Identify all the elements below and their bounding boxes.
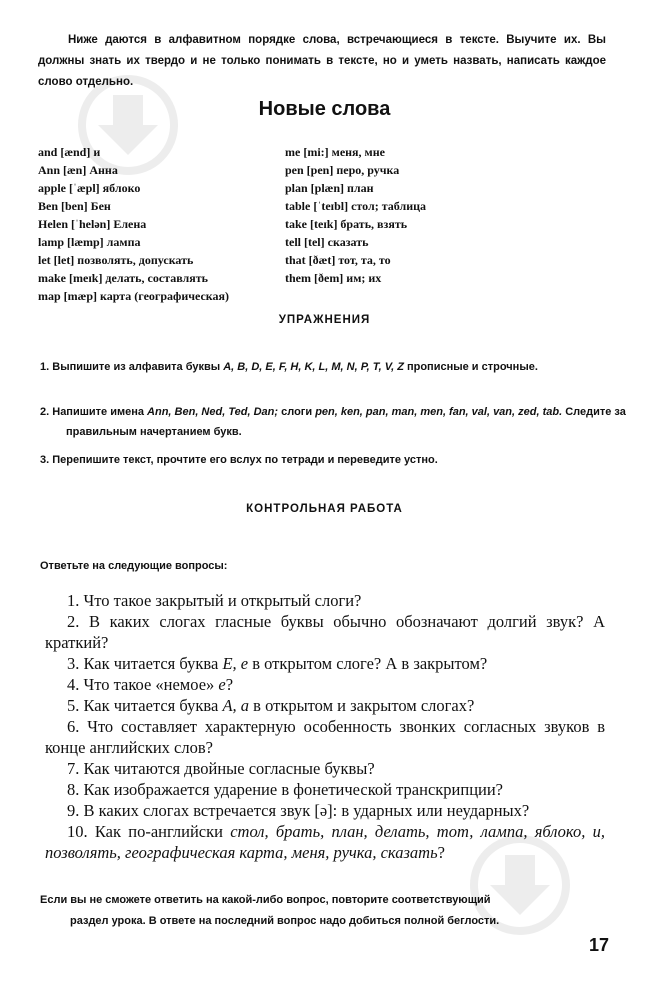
vocab-item: make [meɪk] делать, составлять — [38, 271, 208, 285]
exercise-number: 1. — [40, 361, 50, 373]
question-item: 2. В каких слогах гласные буквы обычно обозначают долгий звук? А краткий? — [45, 612, 605, 652]
vocab-item: me [mi:] меня, мне — [285, 145, 385, 159]
question-text: в открытом и закрытом слогах? — [249, 696, 475, 715]
question-item: 6. Что составляет характерную особенность звонких согласных звуков в конце английских слов? — [45, 717, 605, 757]
question-item — [45, 821, 605, 863]
question-text: 3. Как читается буква — [67, 654, 223, 673]
questions-list — [45, 590, 605, 863]
question-item — [45, 695, 605, 716]
question-item: 7. Как читаются двойные согласные буквы? — [67, 759, 375, 778]
vocab-item: Helen [ˈhelən] Елена — [38, 217, 147, 231]
exercise-text: Следите за правильным начертанием букв. — [66, 406, 626, 438]
vocab-item: pen [pen] перо, ручка — [285, 163, 400, 177]
question-item: 1. Что такое закрытый и открытый слоги? — [67, 591, 362, 610]
question-text: 10. Как по-английски — [67, 822, 231, 841]
question-item: 8. Как изображается ударение в фонетической транскрипции? — [67, 780, 504, 799]
vocabulary-list-right — [285, 143, 426, 287]
question-text: в открытом слоге? А в закрытом? — [248, 654, 488, 673]
question-letter: A, a — [222, 696, 250, 715]
vocab-item: Ann [æn] Анна — [38, 163, 118, 177]
control-work-heading: КОНТРОЛЬНАЯ РАБОТА — [246, 503, 403, 515]
page-number: 17 — [588, 935, 609, 955]
question-text: 4. Что такое «немое» — [67, 675, 219, 694]
vocab-item: map [mæp] карта (географическая) — [38, 289, 230, 303]
questions-intro: Ответьте на следующие вопросы: — [40, 560, 228, 572]
vocab-item: lamp [læmp] лампа — [38, 235, 141, 249]
question-letter: E, e — [222, 654, 249, 673]
question-text: ? — [225, 675, 234, 694]
exercise-2 — [40, 402, 631, 442]
exercise-letters: A, B, D, E, F, H, K, L, M, N, P, T, V, Z — [223, 361, 404, 373]
exercise-names: Ann, Ben, Ned, Ted, Dan; — [147, 406, 279, 418]
vocab-item: apple [ˈæpl] яблоко — [38, 181, 141, 195]
question-item: 9. В каких слогах встречается звук [ə]: в ударных или неударных? — [67, 801, 530, 820]
exercises-heading: УПРАЖНЕНИЯ — [278, 314, 371, 326]
exercise-syllables: pen, ken, pan, man, men, fan, val, van, zed, tab. — [315, 406, 563, 418]
vocabulary-list-left — [38, 143, 229, 305]
vocab-item: table [ˈteɪbl] стол; таблица — [285, 199, 427, 213]
exercise-1 — [40, 357, 631, 377]
vocab-item: tell [tel] сказать — [285, 235, 369, 249]
question-words: стол, брать, план, делать, тот, лампа, яблоко, и, позволять, географическая карта, меня, ручка, сказать — [45, 822, 605, 862]
question-letter: e — [218, 675, 226, 694]
footer-note — [40, 890, 605, 932]
question-text: 5. Как читается буква — [67, 696, 223, 715]
vocab-item: take [teɪk] брать, взять — [285, 217, 408, 231]
intro-paragraph: Ниже даются в алфавитном порядке слова, встречающиеся в тексте. Выучите их. Вы должны знать их твердо и не только понимать в тексте, но и уметь назвать, написать каждое слово отдельно. — [38, 34, 606, 88]
exercise-text: Напишите имена — [52, 406, 148, 418]
question-item — [45, 653, 605, 674]
exercise-text: слоги — [278, 406, 316, 418]
exercise-text: Выпишите из алфавита буквы — [52, 361, 224, 373]
vocab-item: Ben [ben] Бен — [38, 199, 111, 213]
question-item — [45, 674, 605, 695]
footer-line: Если вы не сможете ответить на какой-либо вопрос, повторите соответствующий — [40, 894, 491, 906]
vocab-item: them [ðem] им; их — [285, 271, 382, 285]
page-title: Новые слова — [258, 98, 391, 120]
exercise-text: Перепишите текст, прочтите его вслух по тетради и переведите устно. — [52, 454, 438, 466]
vocab-item: that [ðæt] тот, та, то — [285, 253, 391, 267]
vocab-item: plan [plæn] план — [285, 181, 374, 195]
exercise-3 — [40, 450, 631, 470]
question-text: ? — [437, 843, 445, 862]
vocab-item: let [let] позволять, допускать — [38, 253, 194, 267]
footer-line: раздел урока. В ответе на последний вопрос надо добиться полной беглости. — [70, 915, 500, 927]
exercise-text: прописные и строчные. — [403, 361, 538, 373]
exercise-number: 3. — [40, 454, 50, 466]
exercise-number: 2. — [40, 406, 50, 418]
vocab-item: and [ænd] и — [38, 145, 101, 159]
